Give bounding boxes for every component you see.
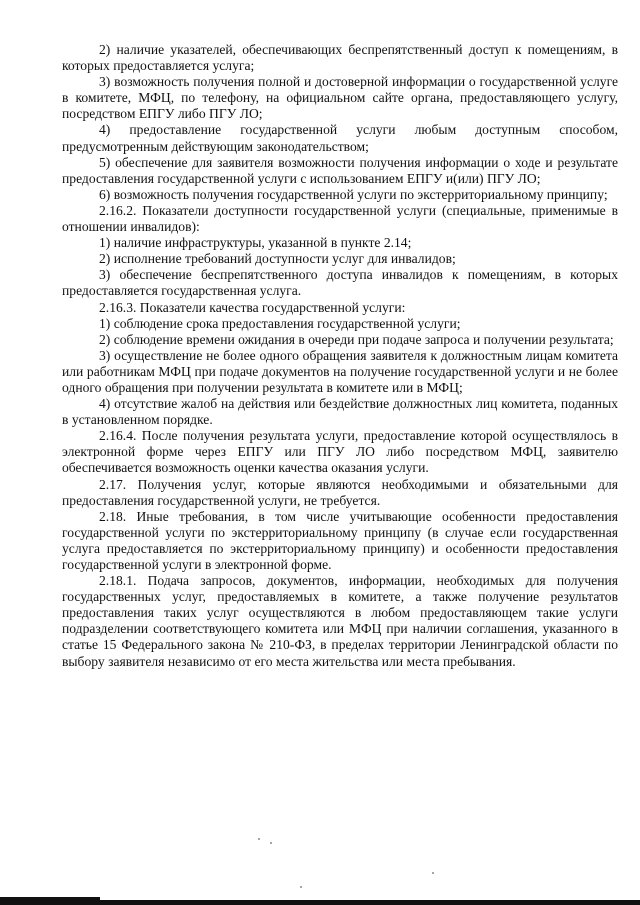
paragraph: 2) соблюдение времени ожидания в очереди при подаче запроса и получении результата; bbox=[99, 331, 614, 347]
paragraph: 4) предоставление государственной услуги любым доступным способом, предусмотренным действующим законодательством; bbox=[62, 122, 618, 154]
paragraph: 2.17. Получения услуг, которые являются необходимыми и обязательными для предоставления государственной услуги, не требуется. bbox=[62, 476, 618, 508]
paragraph: 1) соблюдение срока предоставления государственной услуги; bbox=[99, 315, 461, 331]
paragraph: 5) обеспечение для заявителя возможности получения информации о ходе и результате предоставления государственной услуги с использованием ЕПГУ и(или) ПГУ ЛО; bbox=[62, 154, 618, 186]
paragraph: 2.18. Иные требования, в том числе учитывающие особенности предоставления государственной услуги по экстерриториальному принципу (в случае если государственная услуга предоставляется по экстерриториальному принципу) и особенности предоставления государственной услуги в электронной форме. bbox=[62, 508, 618, 572]
paragraph: 3) обеспечение беспрепятственного доступа инвалидов к помещениям, в которых предоставляется государственная услуга. bbox=[62, 267, 618, 299]
paragraph: 2.16.2. Показатели доступности государственной услуги (специальные, применимые в отношении инвалидов): bbox=[62, 202, 618, 235]
paragraph: 4) отсутствие жалоб на действия или бездействие должностных лиц комитета, поданных в установленном порядке. bbox=[62, 396, 618, 428]
paragraph: 2.16.4. После получения результата услуги, предоставление которой осуществлялось в электронной форме через ЕПГУ или ПГУ ЛО либо посредством МФЦ, заявителю обеспечивается возможность оценки качества оказания услуги. bbox=[62, 428, 618, 476]
paragraph: 1) наличие инфраструктуры, указанной в пункте 2.14; bbox=[99, 235, 412, 251]
paragraph: 6) возможность получения государственной услуги по экстерриториальному принципу; bbox=[99, 186, 608, 202]
document-page bbox=[62, 42, 618, 670]
paragraph: 2.18.1. Подача запросов, документов, информации, необходимых для получения государственных услуг, предоставляемых в комитете, а также получение результатов предоставления таких услуг осуществляются в любом предоставляющем такие услуги подразделении соответствующего комитета или МФЦ при наличии соглашения, указанного в статье 15 Федерального закона № 210-ФЗ, в пределах территории Ленинградской области по выбору заявителя независимо от его места жительства или места пребывания. bbox=[62, 573, 618, 669]
scan-edge-bar bbox=[0, 897, 640, 905]
paragraph: 2) наличие указателей, обеспечивающих беспрепятственный доступ к помещениям, в которых предоставляется услуга; bbox=[62, 42, 618, 74]
paragraph: 3) возможность получения полной и достоверной информации о государственной услуге в комитете, МФЦ, по телефону, на официальном сайте органа, предоставляющего услугу, посредством ЕПГУ либо ПГУ ЛО; bbox=[62, 74, 618, 122]
paragraph: 2.16.3. Показатели качества государственной услуги: bbox=[99, 299, 406, 315]
paragraph: 2) исполнение требований доступности услуг для инвалидов; bbox=[99, 251, 456, 267]
paragraph: 3) осуществление не более одного обращения заявителя к должностным лицам комитета или работникам МФЦ при подаче документов на получение государственной услуги и не более одного обращения при получении результата в комитете или в МФЦ; bbox=[62, 347, 618, 395]
